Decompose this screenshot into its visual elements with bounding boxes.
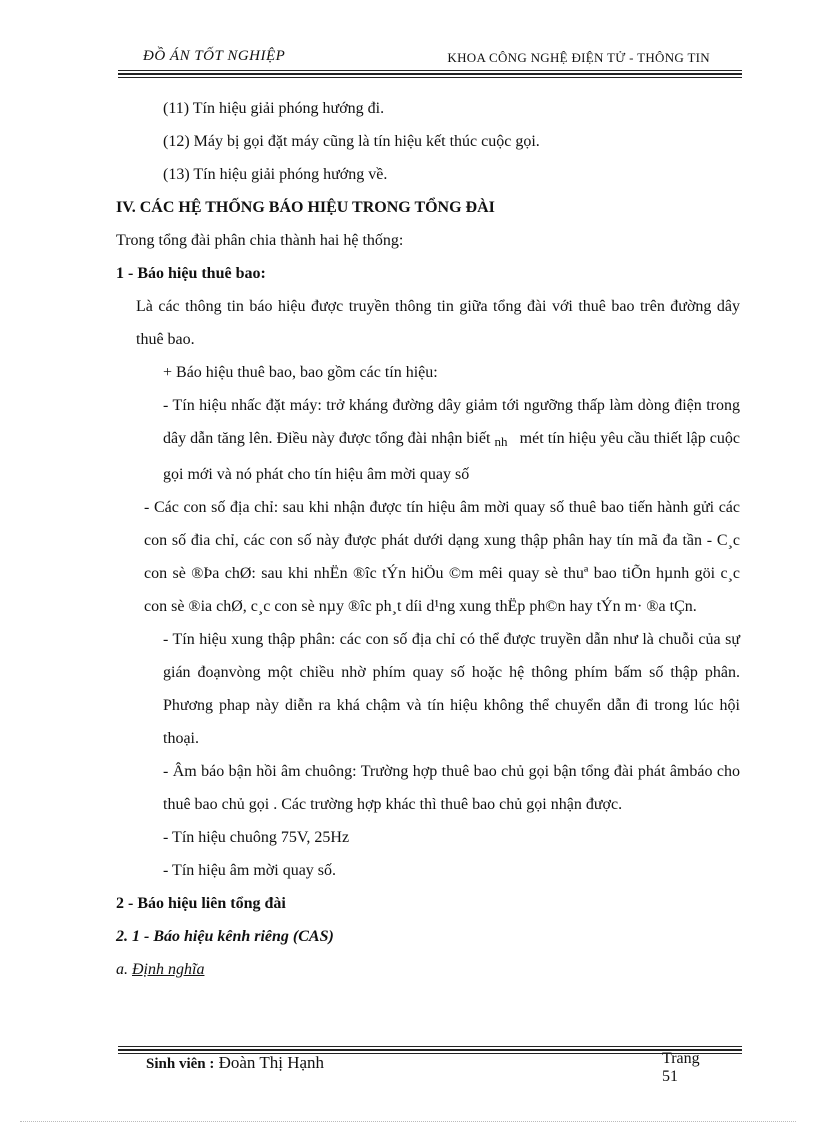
heading-text: Định nghĩa — [132, 961, 205, 978]
bullet-busy-ringback: - Âm báo bận hồi âm chuông: Trường hợp thuê bao chủ gọi bận tổng đài phát âmbáo cho thuê bao chủ gọi . Các trường hợp khác thì thuê bao chủ gọi nhận được. — [163, 763, 740, 813]
page-label: Trang — [662, 1050, 700, 1067]
bullet-address-digits: - Các con số địa chỉ: sau khi nhận được tín hiệu âm mời quay số thuê bao tiến hành gửi các con số đia chỉ, các con số này được phát dưới dạng xung thập phân hay tín mã đa tần - C¸c con sè ®Þa chØ: sau khi nhËn ®îc tÝn hiÖu ©m mêi quay sè thuª bao tiÕn hµnh göi c¸c con sè ®ia chØ, c¸c con sè nµy ®îc ph¸t díi d¹ng xung thËp ph©n hay tÝn m· ®a tÇn. — [144, 499, 740, 615]
page-number: 51 — [662, 1068, 678, 1085]
subsection-heading-2: 2 - Báo hiệu liên tổng đài — [116, 895, 286, 912]
list-item-12: (12) Máy bị gọi đặt máy cũng là tín hiệu kết thúc cuộc gọi. — [163, 133, 540, 150]
bullet-fragment: nh — [494, 434, 508, 449]
bullet-text-cont: mét tín hiệu yêu cầu thiết lập cuộc gọi mới và nó phát cho tín hiệu âm mời quay số — [163, 430, 741, 483]
list-item-11: (11) Tín hiệu giải phóng hướng đi. — [163, 100, 385, 117]
header-rule — [118, 70, 742, 71]
paragraph-subscriber-signaling: Là các thông tin báo hiệu được truyền thông tin giữa tổng đài với thuê bao trên đường dây thuê bao. — [136, 298, 740, 348]
footer-student — [146, 1053, 324, 1073]
student-name: Đoàn Thị Hạnh — [218, 1053, 325, 1072]
list-item-13: (13) Tín hiệu giải phóng hướng về. — [163, 166, 388, 183]
document-body — [116, 92, 740, 986]
page-edge — [20, 1121, 796, 1122]
page-header-right: KHOA CÔNG NGHỆ ĐIỆN TỬ - THÔNG TIN — [447, 50, 710, 65]
bullet-dial-tone: - Tín hiệu âm mời quay số. — [163, 862, 337, 879]
bullet-on-off-hook — [116, 389, 740, 491]
footer-rule — [118, 1046, 742, 1047]
bullet-text: - Tín hiệu nhấc đặt máy: trở kháng đường dây giảm tới ngưỡng thấp làm dòng điện trong dây dẫn tăng lên. Điều này được tổng đài nhận biết — [163, 397, 740, 447]
header-rule — [118, 73, 742, 75]
footer-page — [662, 1050, 722, 1086]
subsection-heading-1: 1 - Báo hiệu thuê bao: — [116, 265, 266, 282]
footer-rule — [118, 1049, 742, 1051]
heading-prefix: a. — [116, 961, 128, 978]
header-rule — [118, 77, 742, 78]
plus-line: + Báo hiệu thuê bao, bao gồm các tín hiệu: — [163, 364, 438, 381]
student-label: Sinh viên : — [146, 1056, 215, 1072]
intro-paragraph: Trong tổng đài phân chia thành hai hệ thống: — [116, 232, 404, 249]
subsection-heading-2-1: 2. 1 - Báo hiệu kênh riêng (CAS) — [116, 928, 334, 945]
page-header-left: ĐỒ ÁN TỐT NGHIỆP — [143, 48, 286, 64]
section-heading-iv: IV. CÁC HỆ THỐNG BÁO HIỆU TRONG TỔNG ĐÀI — [116, 199, 495, 216]
subsection-heading-a — [116, 953, 740, 986]
bullet-ringing: - Tín hiệu chuông 75V, 25Hz — [163, 829, 350, 846]
bullet-decimal-pulse: - Tín hiệu xung thập phân: các con số địa chỉ có thể được truyền dẫn như là chuỗi của sự gián đoạnvòng một chiều nhờ phím quay số hoặc hệ thông phím bấm số thập phân. Phương phap này diễn ra khá chậm và tín hiệu không thể chuyển dẫn đi trong lúc hội thoại. — [163, 631, 740, 747]
